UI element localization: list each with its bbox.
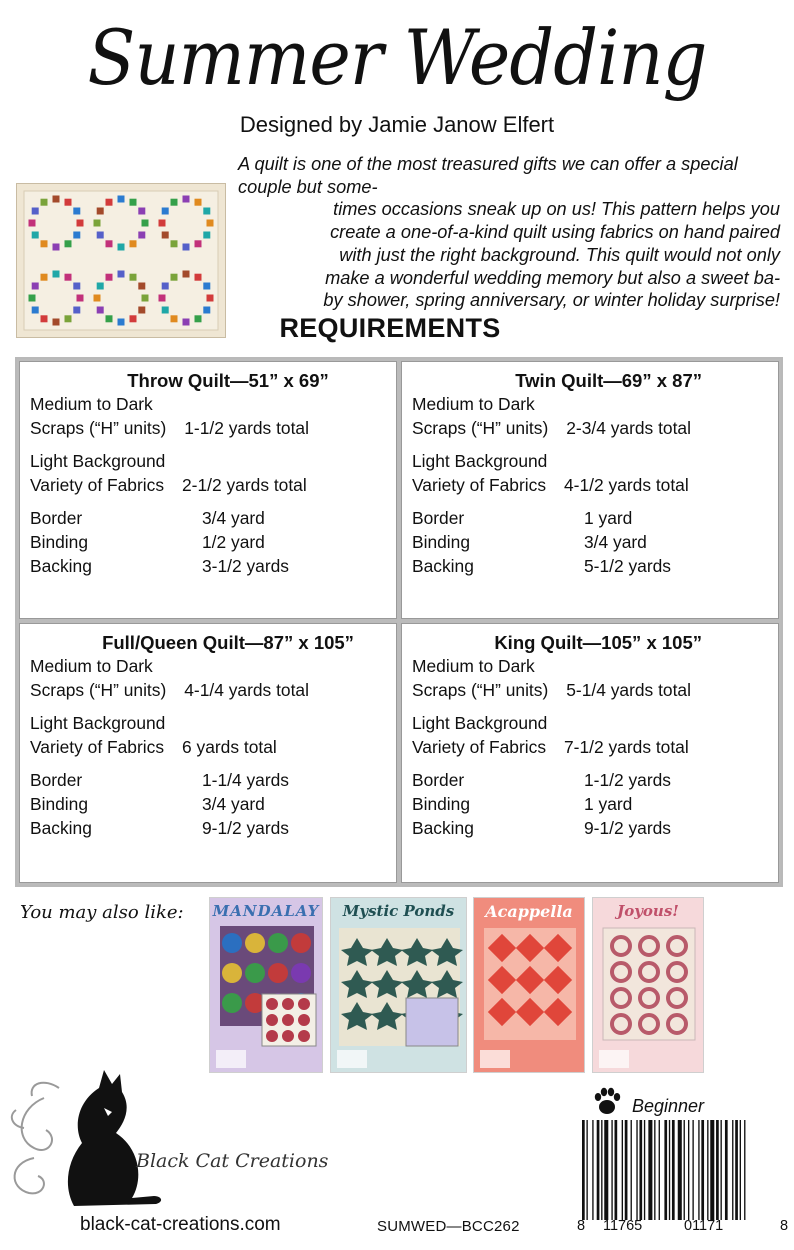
req-label: Scraps (“H” units) (412, 680, 549, 700)
req-label: Border (412, 508, 465, 528)
quilt-box-twin (401, 361, 779, 619)
req-label: Scraps (“H” units) (30, 418, 167, 438)
req-label: Border (412, 770, 465, 790)
barcode-digit: 01171 (684, 1218, 724, 1234)
req-value: 1/2 yard (202, 532, 265, 552)
quilt-size-title: Twin Quilt—69” x 87” (515, 370, 702, 391)
cover-title: Acappella (485, 902, 573, 921)
req-value: 5-1/4 yards total (566, 680, 691, 700)
intro-line: make a wonderful wedding memory but also a sweet ba- (325, 267, 780, 288)
cover-art (331, 898, 467, 1073)
req-label: Light Background (30, 451, 166, 471)
req-value: 4-1/4 yards total (184, 680, 309, 700)
product-sku: SUMWED—BCC262 (377, 1218, 520, 1235)
req-value: 5-1/2 yards (584, 556, 671, 576)
req-label: Variety of Fabrics (30, 475, 165, 495)
req-value: 3/4 yard (202, 794, 265, 814)
req-value: 6 yards total (182, 737, 277, 757)
req-label: Backing (30, 556, 92, 576)
intro-line: times occasions sneak up on us! This pattern helps you (333, 199, 780, 220)
req-label: Binding (30, 794, 89, 814)
req-value: 4-1/2 yards total (564, 475, 689, 495)
req-value: 9-1/2 yards (202, 818, 289, 838)
req-value: 1-1/2 yards total (184, 418, 309, 438)
also-like-label: You may also like: (20, 902, 184, 923)
req-value: 2-3/4 yards total (566, 418, 691, 438)
req-value: 1-1/2 yards (584, 770, 671, 790)
req-label: Border (30, 770, 83, 790)
req-label: Variety of Fabrics (412, 475, 547, 495)
req-value: 1 yard (584, 794, 633, 814)
req-label: Variety of Fabrics (412, 737, 547, 757)
cover-art (210, 898, 323, 1073)
brand-name: Black Cat Creations (136, 1150, 329, 1172)
req-label: Binding (412, 794, 471, 814)
req-label: Scraps (“H” units) (30, 680, 167, 700)
cover-title: Mystic Ponds (342, 902, 455, 920)
requirements-grid (15, 357, 783, 887)
cover-art (474, 898, 585, 1073)
req-label: Backing (412, 818, 474, 838)
req-value: 2-1/2 yards total (182, 475, 307, 495)
req-label: Light Background (412, 713, 548, 733)
barcode-digit: 11765 (603, 1218, 643, 1234)
req-label: Light Background (412, 451, 548, 471)
req-label: Border (30, 508, 83, 528)
intro-line: with just the right background. This quilt would not only (339, 244, 780, 265)
cover-title: MANDALAY (212, 902, 320, 920)
barcode-digit: 8 (780, 1218, 789, 1234)
req-value: 3/4 yard (202, 508, 265, 528)
related-pattern-cover[interactable] (209, 897, 323, 1073)
quilt-size-title: Throw Quilt—51” x 69” (127, 370, 329, 391)
req-label: Backing (412, 556, 474, 576)
req-value: 3/4 yard (584, 532, 647, 552)
req-label: Medium to Dark (30, 656, 153, 676)
quilt-size-title: Full/Queen Quilt—87” x 105” (102, 632, 354, 653)
related-pattern-cover[interactable] (330, 897, 467, 1073)
black-cat-logo-icon (4, 1068, 334, 1208)
req-value: 7-1/2 yards total (564, 737, 689, 757)
website-link[interactable]: black-cat-creations.com (80, 1214, 281, 1235)
intro-line: create a one-of-a-kind quilt using fabrics on hand paired (330, 222, 780, 243)
quilt-size-title: King Quilt—105” x 105” (494, 632, 702, 653)
req-label: Medium to Dark (412, 656, 535, 676)
req-label: Binding (412, 532, 471, 552)
related-pattern-cover[interactable] (592, 897, 704, 1073)
req-label: Binding (30, 532, 89, 552)
designer-credit: Designed by Jamie Janow Elfert (239, 112, 555, 137)
req-label: Light Background (30, 713, 166, 733)
req-value: 1 yard (584, 508, 633, 528)
quilt-box-throw (19, 361, 397, 619)
req-label: Backing (30, 818, 92, 838)
cover-art (593, 898, 704, 1073)
barcode-digit: 8 (577, 1218, 586, 1234)
quilt-box-king (401, 623, 779, 883)
intro-line: by shower, spring anniversary, or winter holiday surprise! (323, 290, 780, 311)
cover-title: Joyous! (617, 902, 679, 920)
req-label: Scraps (“H” units) (412, 418, 549, 438)
related-pattern-cover[interactable] (473, 897, 585, 1073)
quilt-box-full-queen (19, 623, 397, 883)
req-label: Medium to Dark (412, 394, 535, 414)
req-value: 9-1/2 yards (584, 818, 671, 838)
req-value: 1-1/4 yards (202, 770, 289, 790)
pattern-title: Summer Wedding (87, 13, 707, 102)
req-label: Variety of Fabrics (30, 737, 165, 757)
barcode-icon (576, 1120, 786, 1222)
req-value: 3-1/2 yards (202, 556, 289, 576)
req-label: Medium to Dark (30, 394, 153, 414)
intro-line: A quilt is one of the most treasured gifts we can offer a special couple but some- (238, 154, 738, 197)
requirements-heading: REQUIREMENTS (279, 313, 501, 343)
skill-level: Beginner (632, 1096, 705, 1116)
